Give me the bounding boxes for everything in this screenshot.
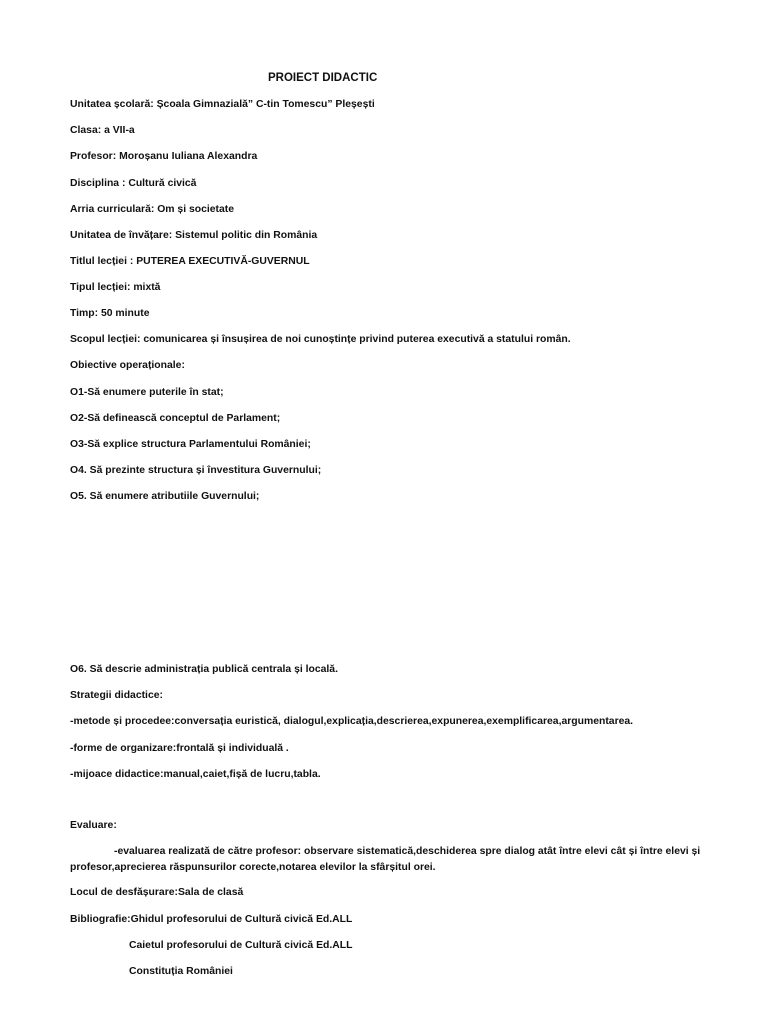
obiective-heading: Obiective operaționale: (70, 360, 185, 371)
forme-organizare: -forme de organizare:frontală și individuală . (70, 743, 289, 754)
unitatea-scolara: Unitatea școlară: Școala Gimnazială” C-tin Tomescu” Pleșești (70, 99, 375, 110)
locul-desfasurare: Locul de desfășurare:Sala de clasă (70, 887, 244, 898)
strategii-heading: Strategii didactice: (70, 690, 163, 701)
bibliografie-item: Caietul profesorului de Cultură civică Ed.ALL (129, 940, 353, 951)
objective-item: O4. Să prezinte structura și învestitura Guvernului; (70, 465, 322, 476)
disciplina: Disciplina : Cultură civică (70, 178, 197, 189)
objective-item: O5. Să enumere atributiile Guvernului; (70, 491, 260, 502)
evaluare-text: -evaluarea realizată de către profesor: observare sistematică,deschiderea spre dialog atât între elevi cât și între elevi și (114, 846, 701, 857)
evaluare-text-continued: profesor,aprecierea răspunsurilor corecte,notarea elevilor la sfârșitul orei. (70, 862, 436, 873)
metode-procedee: -metode și procedee:conversația euristică, dialogul,explicația,descrierea,expunerea,exemplificarea,argumentarea. (70, 716, 634, 727)
unitatea-de-invatare: Unitatea de învățare: Sistemul politic din România (70, 230, 318, 241)
evaluare-heading: Evaluare: (70, 820, 117, 831)
aria-curriculara: Arria curriculară: Om și societate (70, 204, 235, 215)
clasa: Clasa: a VII-a (70, 125, 135, 136)
objective-item: O1-Să enumere puterile în stat; (70, 387, 224, 398)
bibliografie-item: Constituția României (129, 966, 233, 977)
timp: Timp: 50 minute (70, 308, 150, 319)
objective-item: O3-Să explice structura Parlamentului României; (70, 439, 311, 450)
objective-item: O6. Să descrie administrația publică centrala și locală. (70, 664, 338, 675)
scopul-lectiei: Scopul lecției: comunicarea și însușirea de noi cunoștințe privind puterea executivă a statului român. (70, 334, 571, 345)
objective-item: O2-Să definească conceptul de Parlament; (70, 413, 281, 424)
titlul-lectiei: Titlul lecției : PUTEREA EXECUTIVĂ-GUVERNUL (70, 256, 310, 267)
mijloace-didactice: -mijoace didactice:manual,caiet,fișă de lucru,tabla. (70, 769, 321, 780)
bibliografie: Bibliografie:Ghidul profesorului de Cultură civică Ed.ALL (70, 914, 353, 925)
profesor: Profesor: Moroșanu Iuliana Alexandra (70, 151, 258, 162)
tipul-lectiei: Tipul lecției: mixtă (70, 282, 161, 293)
document-title: PROIECT DIDACTIC (268, 72, 378, 84)
